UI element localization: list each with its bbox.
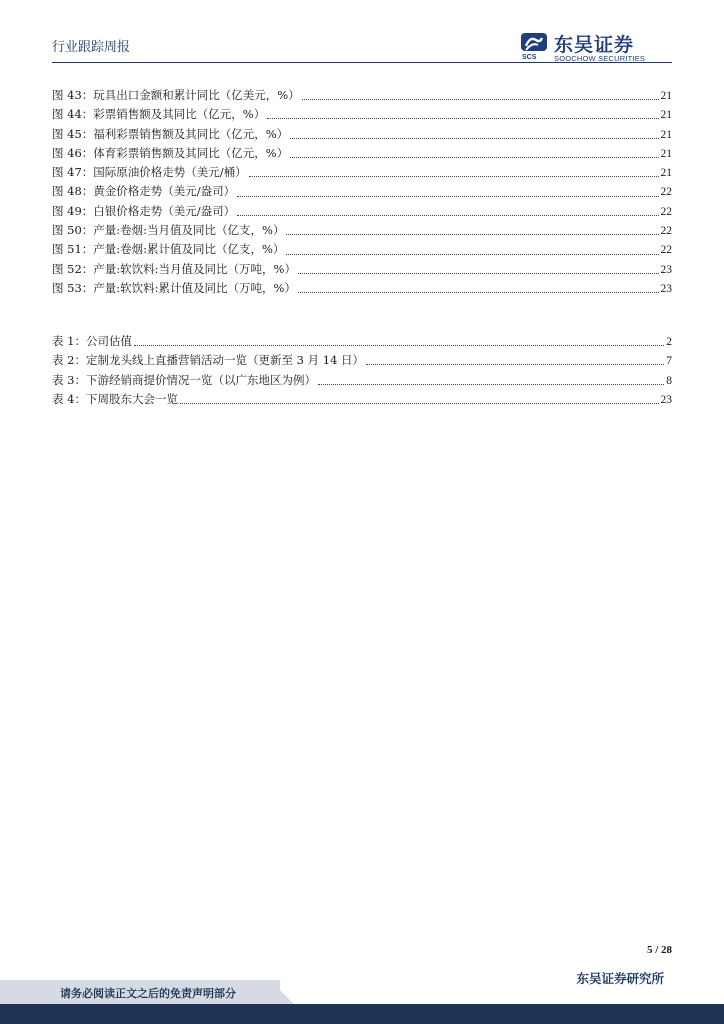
toc-entry-label: 表 4：下周股东大会一览 xyxy=(52,391,178,406)
logo-chinese-name: 东吴证券 xyxy=(554,34,635,56)
toc-leader-dots xyxy=(290,157,658,158)
footer-org: 东吴证券研究所 xyxy=(576,971,664,986)
figure-toc xyxy=(52,86,672,298)
toc-entry-page: 23 xyxy=(660,282,672,295)
toc-leader-dots xyxy=(298,292,659,293)
toc-leader-dots xyxy=(302,99,659,100)
toc-entry-page: 7 xyxy=(666,355,672,368)
toc-entry-page: 22 xyxy=(660,205,672,218)
toc-entry[interactable] xyxy=(52,105,672,124)
toc-entry[interactable] xyxy=(52,390,672,409)
logo-abbr: SCS xyxy=(522,54,537,61)
toc-entry[interactable] xyxy=(52,125,672,144)
toc-entry[interactable] xyxy=(52,240,672,259)
toc-leader-dots xyxy=(237,196,658,197)
toc-entry[interactable] xyxy=(52,332,672,351)
toc-leader-dots xyxy=(290,138,658,139)
toc-leader-dots xyxy=(286,254,658,255)
toc-entry-label: 表 3：下游经销商提价情况一览（以广东地区为例） xyxy=(52,372,316,387)
toc-entry[interactable] xyxy=(52,163,672,182)
toc-entry-page: 21 xyxy=(660,147,672,160)
toc-entry[interactable] xyxy=(52,351,672,370)
toc-entry-label: 图 48：黄金价格走势（美元/盎司） xyxy=(52,184,236,199)
toc-entry-label: 表 1：公司估值 xyxy=(52,334,132,348)
header-divider xyxy=(52,62,672,63)
toc-entry[interactable] xyxy=(52,182,672,201)
toc-entry-page: 2 xyxy=(666,336,672,348)
toc-entry-page: 21 xyxy=(660,167,672,180)
toc-entry[interactable] xyxy=(52,260,672,279)
toc-entry-label: 图 52：产量:软饮料:当月值及同比（万吨，%） xyxy=(52,261,296,276)
report-type: 行业跟踪周报 xyxy=(52,40,131,55)
toc-entry[interactable] xyxy=(52,279,672,298)
toc-entry-label: 图 47：国际原油价格走势（美元/桶） xyxy=(52,165,247,180)
toc-leader-dots xyxy=(249,176,659,177)
toc-entry[interactable] xyxy=(52,371,672,390)
toc-entry[interactable] xyxy=(52,202,672,221)
page-number: 5 / 28 xyxy=(646,944,672,956)
toc-entry-page: 21 xyxy=(660,128,672,141)
logo-english-name: SOOCHOW SECURITIES xyxy=(554,54,646,63)
toc-leader-dots xyxy=(366,364,664,365)
toc-entry-page: 23 xyxy=(660,393,672,406)
toc-leader-dots xyxy=(267,118,658,119)
toc-leader-dots xyxy=(237,215,658,216)
toc-leader-dots xyxy=(318,384,664,385)
toc-entry-label: 图 44：彩票销售额及其同比（亿元，%） xyxy=(52,107,266,122)
disclaimer-text: 请务必阅读正文之后的免责声明部分 xyxy=(60,987,236,1000)
toc-entry-label: 图 50：产量:卷烟:当月值及同比（亿支，%） xyxy=(52,223,285,238)
toc-entry[interactable] xyxy=(52,144,672,163)
toc-entry-page: 23 xyxy=(660,263,672,276)
toc-entry-page: 21 xyxy=(660,109,672,122)
toc-leader-dots xyxy=(298,273,659,274)
toc-entry-label: 图 43：玩具出口金额和累计同比（亿美元，%） xyxy=(52,88,300,102)
toc-entry-label: 图 46：体育彩票销售额及其同比（亿元，%） xyxy=(52,145,289,160)
toc-entry-page: 8 xyxy=(666,374,672,387)
toc-entry[interactable] xyxy=(52,221,672,240)
toc-leader-dots xyxy=(134,345,664,346)
toc-entry-label: 表 2：定制龙头线上直播营销活动一览（更新至 3 月 14 日） xyxy=(52,353,365,368)
toc-entry-page: 22 xyxy=(660,225,672,238)
company-logo xyxy=(520,30,672,64)
toc-entry-label: 图 53：产量:软饮料:累计值及同比（万吨，%） xyxy=(52,280,296,295)
toc-entry-label: 图 51：产量:卷烟:累计值及同比（亿支，%） xyxy=(52,242,285,257)
toc-entry-page: 22 xyxy=(660,244,672,257)
toc-entry-label: 图 49：白银价格走势（美元/盎司） xyxy=(52,203,236,218)
toc-entry[interactable] xyxy=(52,86,672,105)
toc-entry-page: 22 xyxy=(660,186,672,199)
table-toc xyxy=(52,332,672,409)
toc-leader-dots xyxy=(286,234,658,235)
toc-entry-page: 21 xyxy=(660,90,672,102)
toc-entry-label: 图 45：福利彩票销售额及其同比（亿元，%） xyxy=(52,126,289,141)
toc-leader-dots xyxy=(180,403,659,404)
